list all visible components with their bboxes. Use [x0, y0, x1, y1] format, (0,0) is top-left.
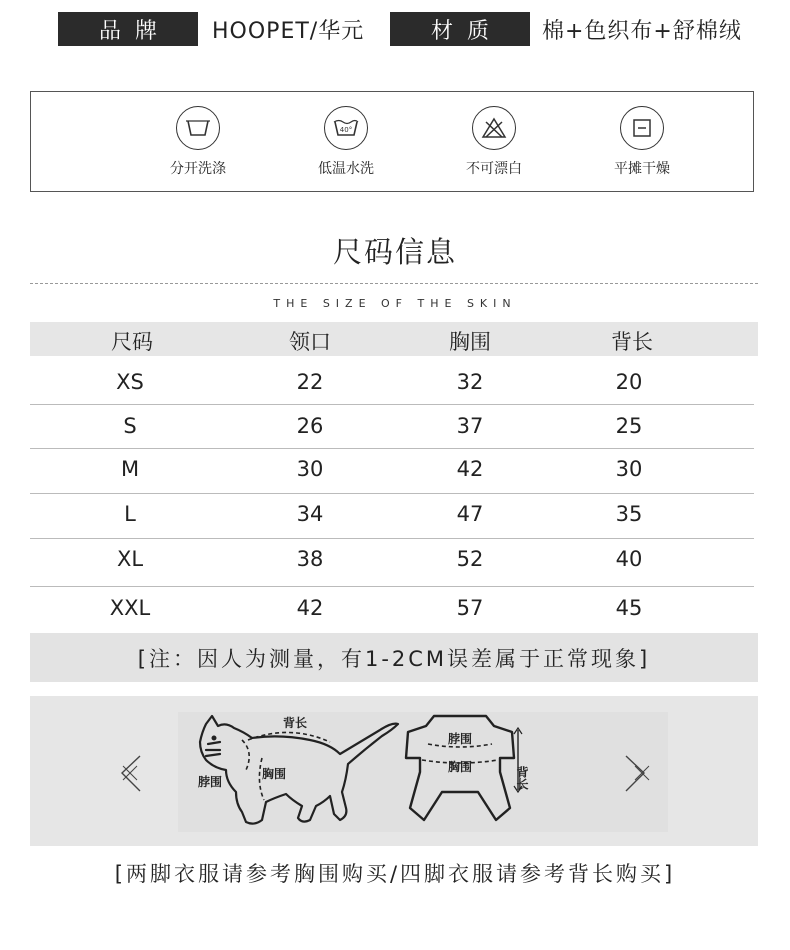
measurement-note: [注：因人为测量，有1-2CM误差属于正常现象]: [30, 633, 758, 682]
cell-chest: 57: [456, 596, 484, 620]
cell-back: 45: [615, 596, 643, 620]
cell-neck: 30: [296, 457, 324, 481]
row-divider: [30, 493, 754, 494]
no-bleach-icon: [472, 106, 516, 150]
cell-back: 25: [615, 414, 643, 438]
wash-temp-text: 40°: [339, 126, 353, 134]
care-label: 平摊干燥: [614, 161, 670, 177]
row-divider: [30, 586, 754, 587]
measurement-diagram: [30, 696, 758, 846]
cell-chest: 47: [456, 502, 484, 526]
cell-neck: 26: [296, 414, 324, 438]
material-label: 材质: [430, 18, 503, 44]
size-subtitle: THE SIZE OF THE SKIN: [273, 297, 517, 310]
wash-basin-icon: [176, 106, 220, 150]
cat-neck-label: 脖围: [198, 775, 223, 789]
cell-back: 20: [615, 370, 643, 394]
cell-neck: 34: [296, 502, 324, 526]
cell-chest: 42: [456, 457, 484, 481]
wash-40-icon: [324, 106, 368, 150]
brand-value: HOOPET/华元: [212, 19, 365, 44]
care-instructions: [30, 91, 754, 192]
size-title: 尺码信息: [332, 235, 457, 269]
header-back-length: 背长: [611, 330, 653, 354]
brand-tag: [58, 12, 198, 46]
cell-size: XL: [116, 547, 144, 571]
cell-chest: 52: [456, 547, 484, 571]
material-value: 棉+色织布+舒棉绒: [542, 19, 742, 44]
care-label: 分开洗涤: [170, 161, 226, 177]
cell-neck: 38: [296, 547, 324, 571]
garment-chest-label: 胸围: [448, 760, 473, 774]
row-divider: [30, 404, 754, 405]
cell-chest: 37: [456, 414, 484, 438]
diagram-graphic: [30, 696, 758, 846]
purchase-guide-note: [两脚衣服请参考胸围购买/四脚衣服请参考背长购买]: [114, 862, 676, 886]
garment-back-label: 背长: [515, 766, 529, 790]
care-item-dry-flat: [587, 106, 697, 178]
cell-size: L: [124, 502, 136, 526]
cell-back: 30: [615, 457, 643, 481]
material-tag: [390, 12, 530, 46]
cat-back-label: 背长: [283, 716, 308, 730]
cell-size: S: [123, 414, 137, 438]
dry-flat-icon: [620, 106, 664, 150]
divider: [30, 283, 758, 284]
cell-back: 40: [615, 547, 643, 571]
cell-neck: 42: [296, 596, 324, 620]
cell-size: M: [120, 457, 140, 481]
cell-neck: 22: [296, 370, 324, 394]
care-item-low-temp-wash: [291, 106, 401, 178]
row-divider: [30, 538, 754, 539]
size-table-header: [30, 322, 758, 356]
care-item-separate-wash: [143, 106, 253, 178]
care-item-no-bleach: [439, 106, 549, 178]
cell-size: XS: [116, 370, 144, 394]
header-neck: 领口: [289, 330, 331, 354]
cat-chest-label: 胸围: [262, 767, 287, 781]
cell-back: 35: [615, 502, 643, 526]
brand-label: 品牌: [98, 18, 171, 44]
chevron-left-icon: [122, 756, 140, 791]
cell-size: XXL: [109, 596, 151, 620]
header-size: 尺码: [111, 330, 153, 354]
care-label: 低温水洗: [318, 161, 374, 177]
cell-chest: 32: [456, 370, 484, 394]
garment-neck-label: 脖围: [448, 732, 473, 746]
care-label: 不可漂白: [466, 161, 522, 177]
header-chest: 胸围: [449, 330, 491, 354]
row-divider: [30, 448, 754, 449]
